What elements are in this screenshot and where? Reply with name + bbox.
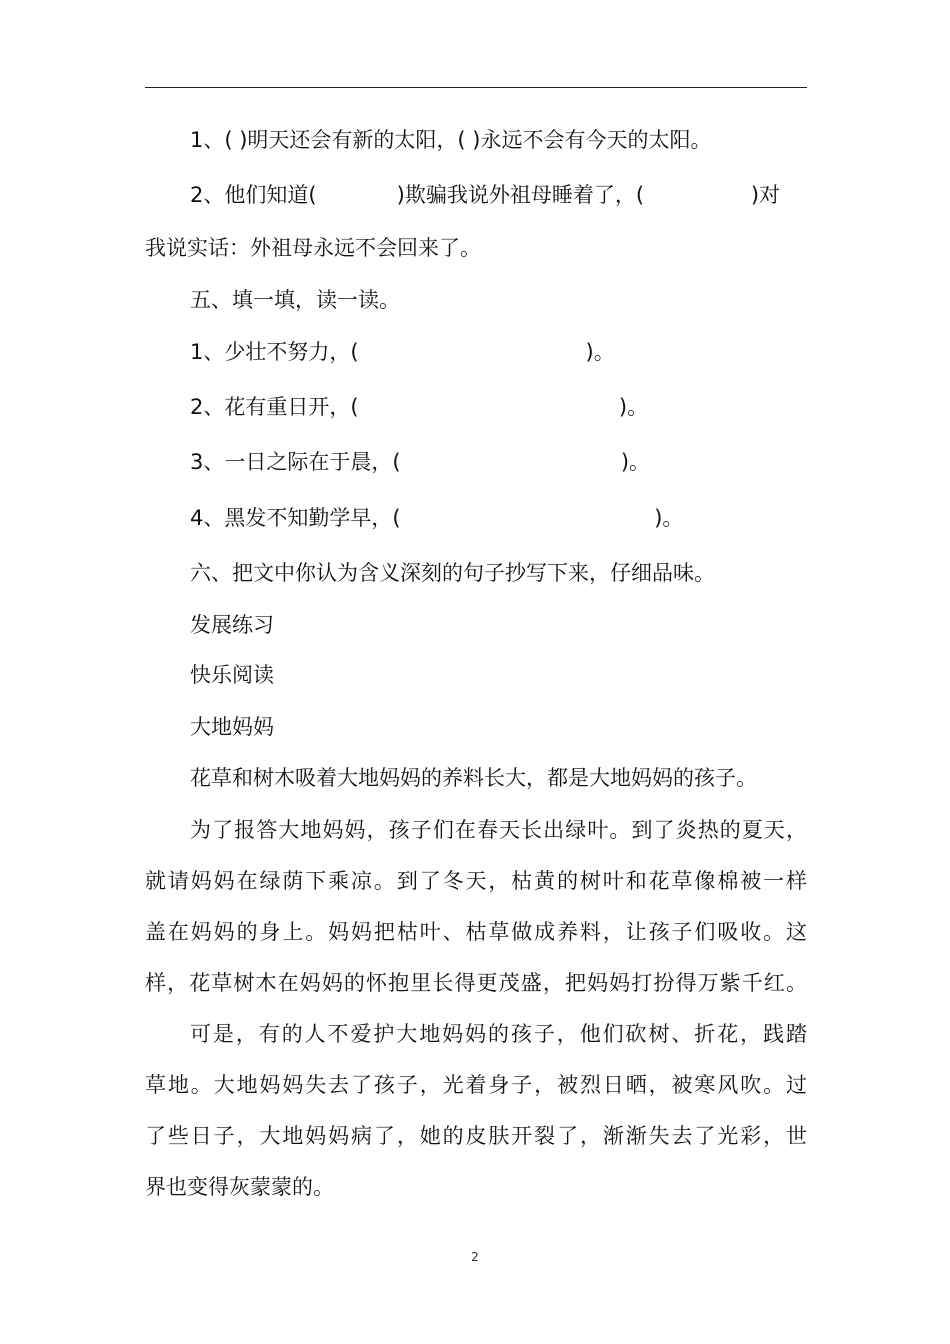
question-2-line-1: 2、他们知道( )欺骗我说外祖母睡着了，( )对 — [190, 183, 781, 207]
practice-heading: 发展练习 — [190, 613, 274, 637]
question-1: 1、( )明天还会有新的太阳，( )永远不会有今天的太阳。 — [190, 128, 712, 152]
section-5-item-3: 3、一日之际在于晨，( )。 — [190, 450, 651, 474]
article-paragraph-3-line-3: 了些日子，大地妈妈病了，她的皮肤开裂了，渐渐失去了光彩，世 — [145, 1124, 807, 1148]
section-5-item-1: 1、少壮不努力，( )。 — [190, 340, 615, 364]
article-paragraph-2-line-2: 就请妈妈在绿荫下乘凉。到了冬天，枯黄的树叶和花草像棉被一样 — [145, 869, 807, 893]
article-title: 大地妈妈 — [190, 715, 274, 739]
header-rule — [145, 87, 807, 88]
article-paragraph-3-line-2: 草地。大地妈妈失去了孩子，光着身子，被烈日晒，被寒风吹。过 — [145, 1073, 807, 1097]
question-2-line-2: 我说实话：外祖母永远不会回来了。 — [145, 236, 481, 260]
page-number: 2 — [471, 1250, 479, 1264]
article-paragraph-2-line-1: 为了报答大地妈妈，孩子们在春天长出绿叶。到了炎热的夏天， — [190, 818, 807, 842]
reading-subheading: 快乐阅读 — [190, 663, 274, 687]
article-paragraph-1: 花草和树木吸着大地妈妈的养料长大，都是大地妈妈的孩子。 — [190, 766, 757, 790]
section-5-item-4: 4、黑发不知勤学早，( )。 — [190, 506, 684, 530]
article-paragraph-3-line-4: 界也变得灰蒙蒙的。 — [145, 1175, 334, 1199]
section-5-heading: 五、填一填，读一读。 — [190, 288, 400, 312]
section-5-item-2: 2、花有重日开，( )。 — [190, 395, 649, 419]
article-paragraph-3-line-1: 可是，有的人不爱护大地妈妈的孩子，他们砍树、折花，践踏 — [190, 1022, 807, 1046]
section-6-heading: 六、把文中你认为含义深刻的句子抄写下来，仔细品味。 — [190, 561, 715, 585]
article-paragraph-2-line-3: 盖在妈妈的身上。妈妈把枯叶、枯草做成养料，让孩子们吸收。这 — [145, 920, 807, 944]
article-paragraph-2-line-4: 样，花草树木在妈妈的怀抱里长得更茂盛，把妈妈打扮得万紫千红。 — [145, 971, 807, 995]
